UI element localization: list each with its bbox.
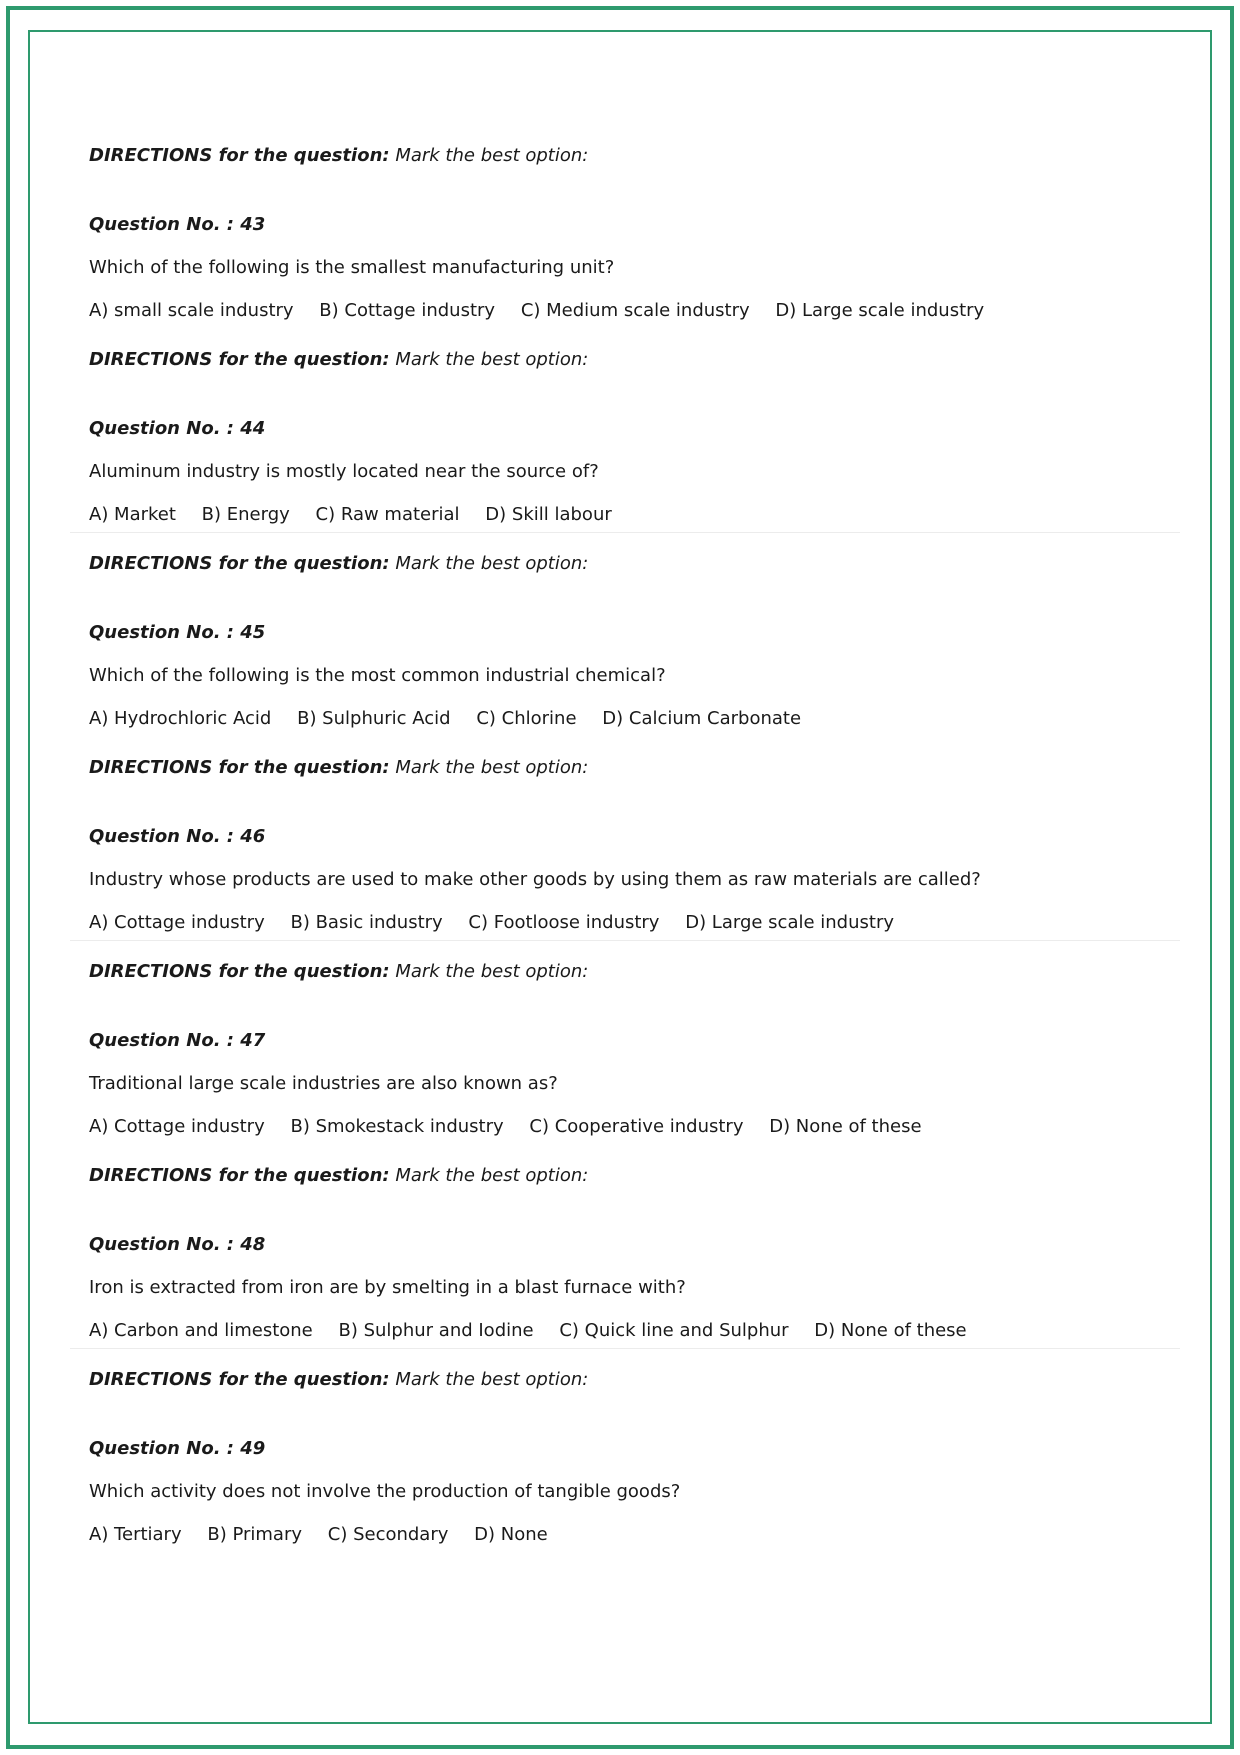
question-text: Industry whose products are used to make other goods by using them as raw materials are called? bbox=[89, 869, 981, 890]
options-row bbox=[89, 912, 914, 933]
option-d[interactable]: D) Calcium Carbonate bbox=[602, 708, 802, 729]
separator-line bbox=[70, 1348, 1180, 1349]
directions-text: Mark the best option: bbox=[395, 1165, 589, 1186]
question-number: Question No. : 49 bbox=[89, 1438, 266, 1459]
options-row bbox=[89, 504, 632, 525]
option-b[interactable]: B) Energy bbox=[201, 504, 290, 525]
directions bbox=[89, 961, 588, 982]
question-number: Question No. : 46 bbox=[89, 826, 266, 847]
question-text: Iron is extracted from iron are by smelting in a blast furnace with? bbox=[89, 1277, 686, 1298]
directions bbox=[89, 1165, 588, 1186]
option-d[interactable]: D) None of these bbox=[769, 1116, 922, 1137]
directions bbox=[89, 349, 588, 370]
question-text: Which of the following is the most common industrial chemical? bbox=[89, 665, 666, 686]
directions-label: DIRECTIONS for the question: bbox=[89, 145, 390, 166]
directions bbox=[89, 757, 588, 778]
option-b[interactable]: B) Cottage industry bbox=[319, 300, 496, 321]
directions-text: Mark the best option: bbox=[395, 961, 589, 982]
separator-line bbox=[70, 532, 1180, 533]
option-c[interactable]: C) Quick line and Sulphur bbox=[559, 1320, 789, 1341]
directions-text: Mark the best option: bbox=[395, 145, 589, 166]
option-b[interactable]: B) Sulphuric Acid bbox=[297, 708, 451, 729]
option-c[interactable]: C) Cooperative industry bbox=[529, 1116, 744, 1137]
option-d[interactable]: D) None bbox=[474, 1524, 548, 1545]
option-c[interactable]: C) Medium scale industry bbox=[520, 300, 750, 321]
directions-label: DIRECTIONS for the question: bbox=[89, 349, 390, 370]
option-d[interactable]: D) Large scale industry bbox=[775, 300, 985, 321]
directions-text: Mark the best option: bbox=[395, 1369, 589, 1390]
option-b[interactable]: B) Basic industry bbox=[290, 912, 443, 933]
directions bbox=[89, 1369, 588, 1390]
question-text: Traditional large scale industries are also known as? bbox=[89, 1073, 558, 1094]
directions bbox=[89, 553, 588, 574]
options-row bbox=[89, 1116, 942, 1137]
option-d[interactable]: D) None of these bbox=[814, 1320, 967, 1341]
option-b[interactable]: B) Primary bbox=[207, 1524, 303, 1545]
separator-line bbox=[70, 940, 1180, 941]
option-c[interactable]: C) Chlorine bbox=[476, 708, 577, 729]
question-number: Question No. : 44 bbox=[89, 418, 266, 439]
directions-text: Mark the best option: bbox=[395, 757, 589, 778]
option-a[interactable]: A) Market bbox=[89, 504, 176, 525]
option-b[interactable]: B) Sulphur and Iodine bbox=[338, 1320, 534, 1341]
directions-label: DIRECTIONS for the question: bbox=[89, 553, 390, 574]
directions-text: Mark the best option: bbox=[395, 349, 589, 370]
question-number: Question No. : 45 bbox=[89, 622, 266, 643]
options-row bbox=[89, 1524, 568, 1545]
option-d[interactable]: D) Large scale industry bbox=[685, 912, 895, 933]
directions-label: DIRECTIONS for the question: bbox=[89, 961, 390, 982]
directions-text: Mark the best option: bbox=[395, 553, 589, 574]
options-row bbox=[89, 708, 821, 729]
question-number: Question No. : 47 bbox=[89, 1030, 266, 1051]
question-text: Aluminum industry is mostly located near the source of? bbox=[89, 461, 599, 482]
directions-label: DIRECTIONS for the question: bbox=[89, 757, 390, 778]
option-a[interactable]: A) Cottage industry bbox=[89, 1116, 265, 1137]
options-row bbox=[89, 300, 1004, 321]
question-number: Question No. : 48 bbox=[89, 1234, 266, 1255]
question-number: Question No. : 43 bbox=[89, 214, 266, 235]
question-text: Which of the following is the smallest manufacturing unit? bbox=[89, 257, 615, 278]
option-c[interactable]: C) Raw material bbox=[315, 504, 460, 525]
option-c[interactable]: C) Footloose industry bbox=[468, 912, 660, 933]
option-a[interactable]: A) Cottage industry bbox=[89, 912, 265, 933]
options-row bbox=[89, 1320, 987, 1341]
option-d[interactable]: D) Skill labour bbox=[485, 504, 612, 525]
directions bbox=[89, 145, 588, 166]
option-c[interactable]: C) Secondary bbox=[327, 1524, 449, 1545]
option-a[interactable]: A) Hydrochloric Acid bbox=[89, 708, 272, 729]
option-a[interactable]: A) Carbon and limestone bbox=[89, 1320, 313, 1341]
option-b[interactable]: B) Smokestack industry bbox=[290, 1116, 504, 1137]
question-text: Which activity does not involve the production of tangible goods? bbox=[89, 1481, 681, 1502]
directions-label: DIRECTIONS for the question: bbox=[89, 1369, 390, 1390]
option-a[interactable]: A) Tertiary bbox=[89, 1524, 182, 1545]
option-a[interactable]: A) small scale industry bbox=[89, 300, 294, 321]
directions-label: DIRECTIONS for the question: bbox=[89, 1165, 390, 1186]
